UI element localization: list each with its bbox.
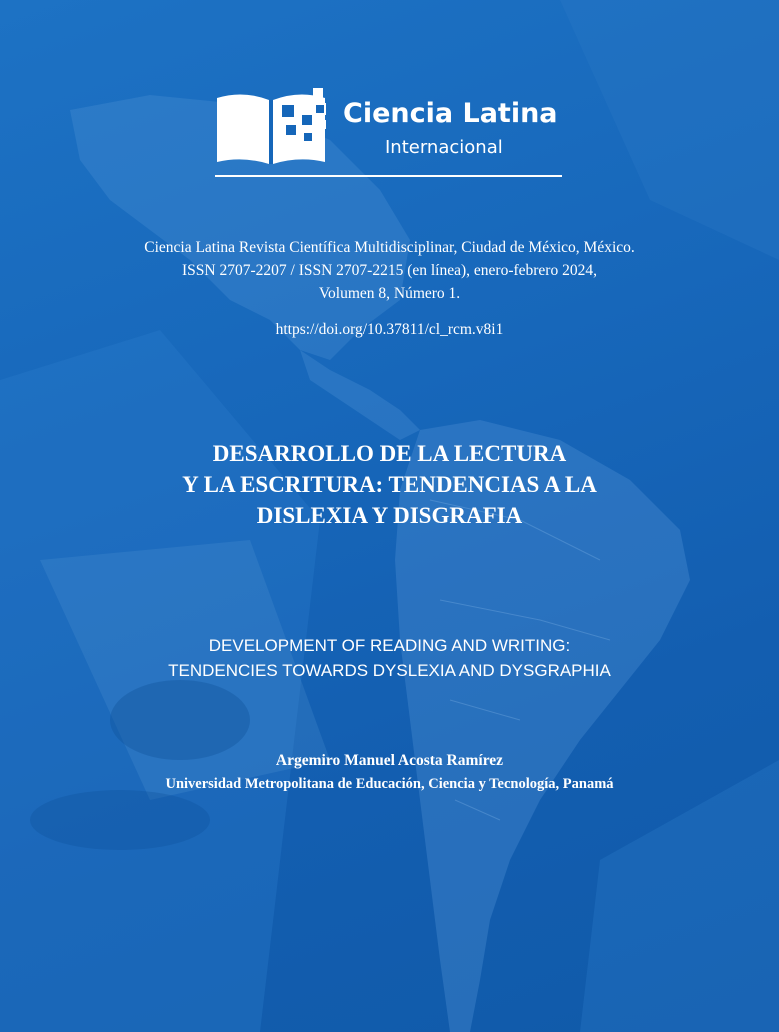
open-book-icon (215, 84, 333, 170)
article-title-english (40, 633, 739, 683)
title-line: DISLEXIA Y DISGRAFIA (256, 503, 523, 528)
title-line: Y LA ESCRITURA: TENDENCIAS A LA (182, 472, 597, 497)
article-title-spanish (40, 438, 739, 531)
journal-info (40, 236, 739, 305)
logo-divider (215, 175, 562, 177)
logo-subtitle: Internacional (385, 137, 503, 158)
logo-name: Ciencia Latina (343, 98, 558, 129)
title-line: TENDENCIES TOWARDS DYSLEXIA AND DYSGRAPHIA (168, 661, 611, 680)
publisher-logo (215, 84, 565, 184)
author-affiliation: Universidad Metropolitana de Educación, Ciencia y Tecnología, Panamá (165, 776, 614, 792)
title-line: DESARROLLO DE LA LECTURA (212, 441, 567, 466)
journal-info-line: ISSN 2707-2207 / ISSN 2707-2215 (en línea), enero-febrero 2024, (182, 262, 597, 279)
title-line: DEVELOPMENT OF READING AND WRITING: (208, 636, 571, 655)
doi-link[interactable]: https://doi.org/10.37811/cl_rcm.v8i1 (275, 321, 504, 338)
journal-info-line: Volumen 8, Número 1. (318, 285, 461, 302)
journal-info-line: Ciencia Latina Revista Científica Multidisciplinar, Ciudad de México, México. (144, 239, 635, 256)
author-name: Argemiro Manuel Acosta Ramírez (275, 752, 504, 769)
